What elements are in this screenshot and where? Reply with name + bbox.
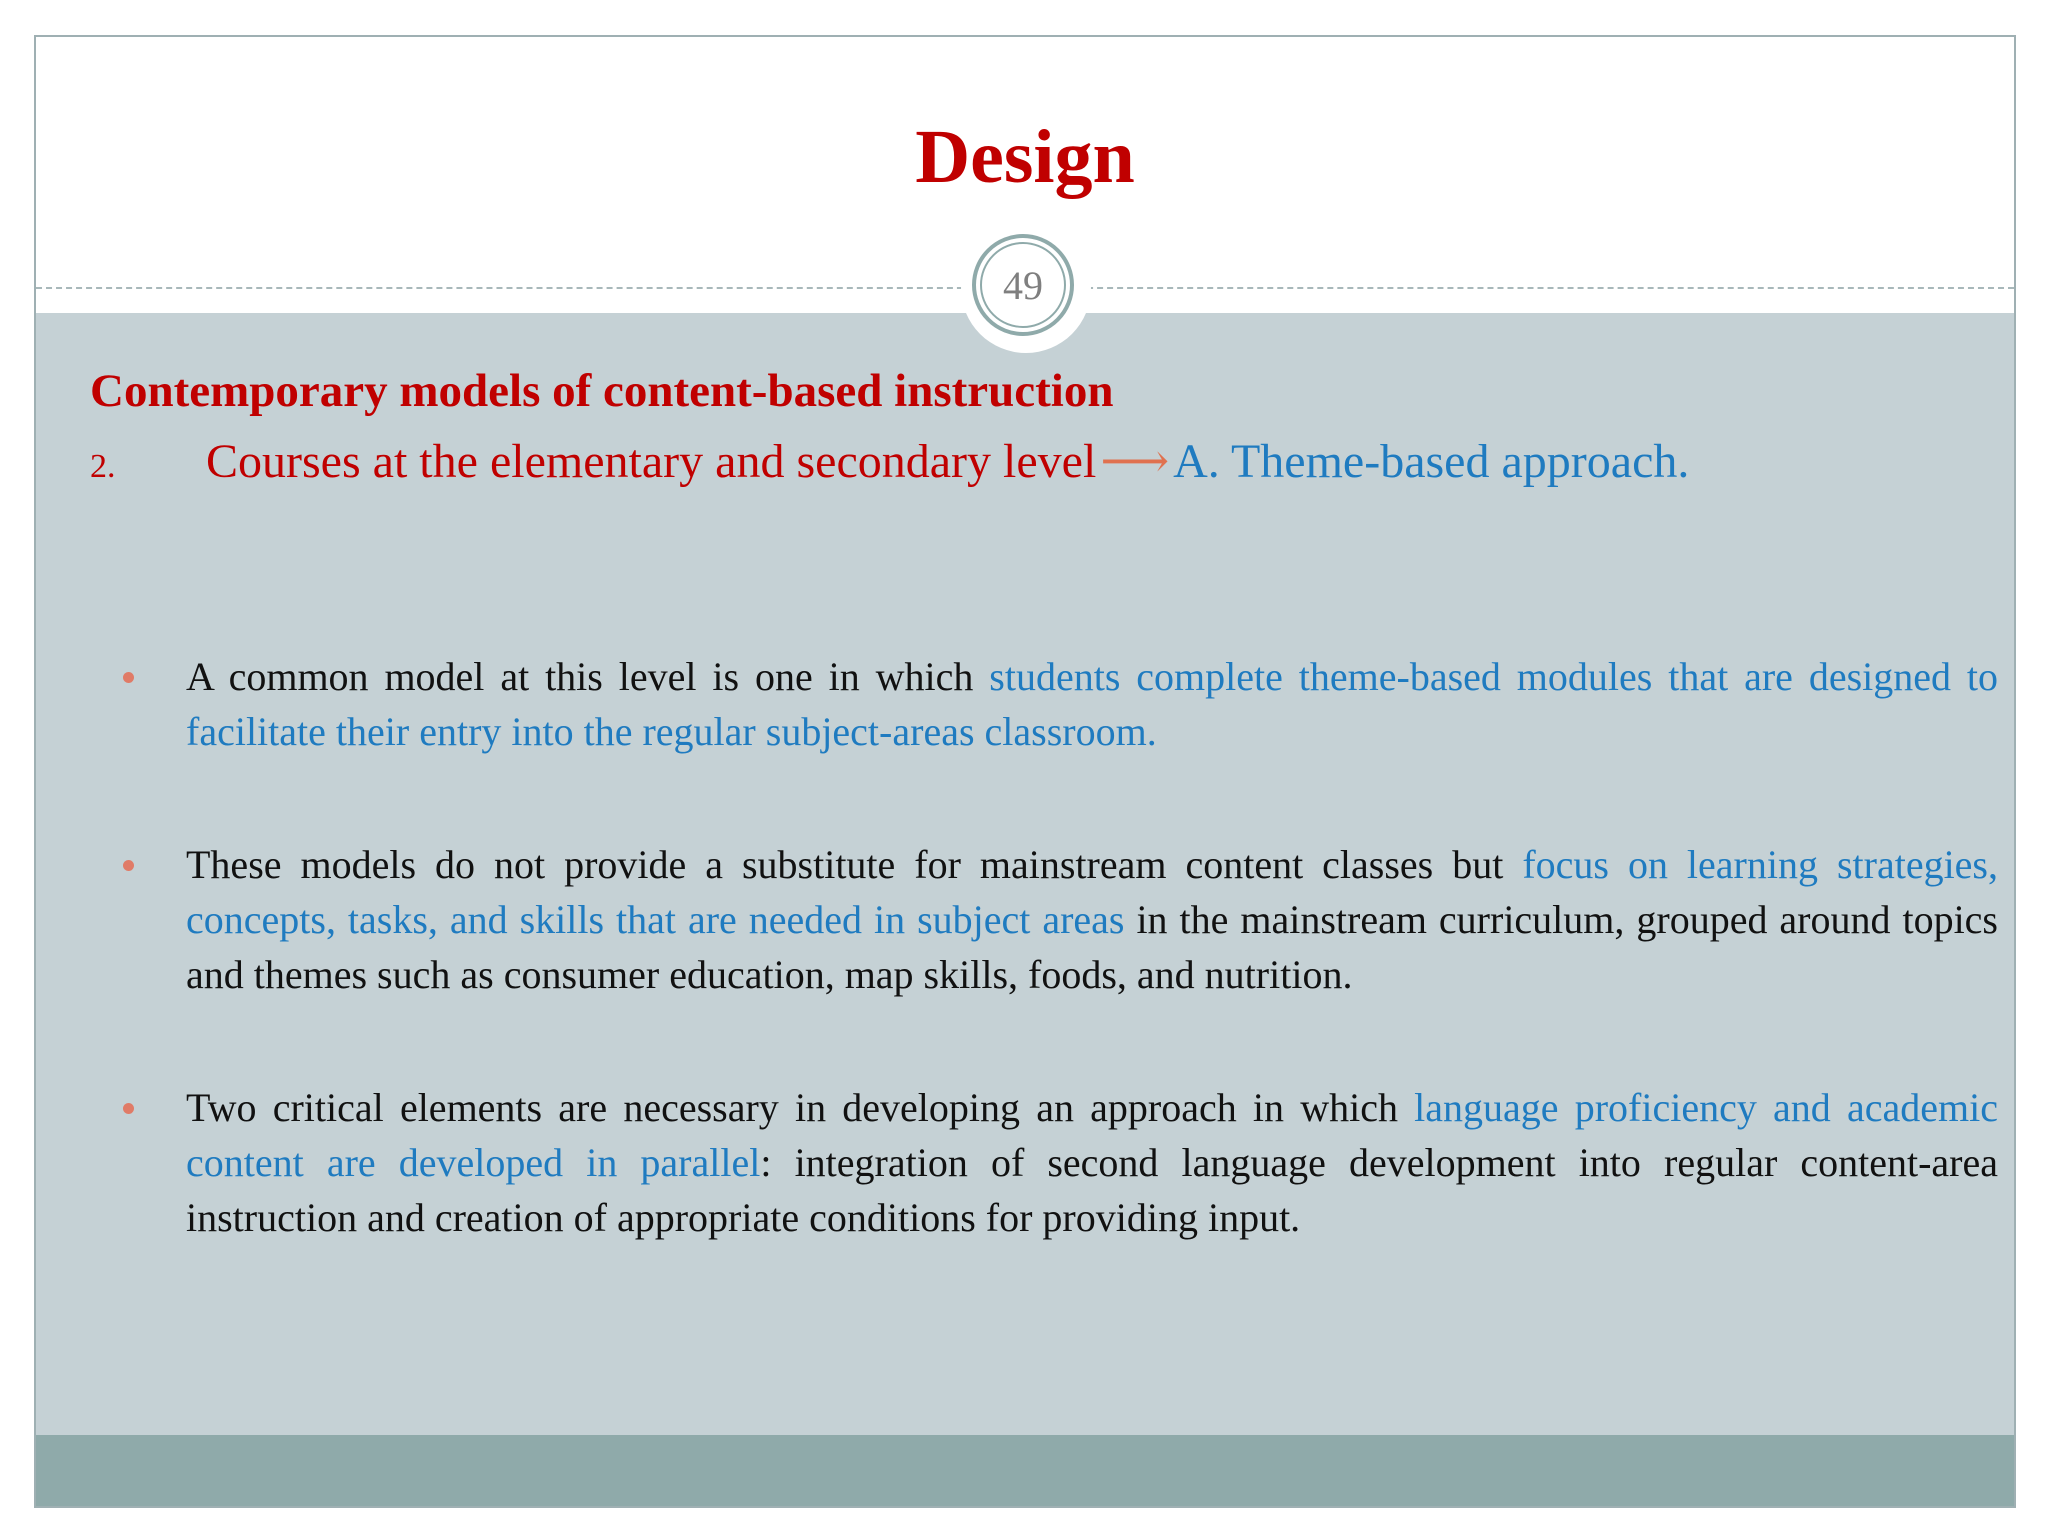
bullet-highlight: language proficiency and academic content are developed in parallel xyxy=(186,1085,1998,1185)
slide xyxy=(34,35,2016,1508)
bullet-dot-icon xyxy=(123,672,134,683)
bullet-text: Two critical elements are necessary in developing an approach in which xyxy=(186,1085,1415,1130)
bullet-list xyxy=(98,649,1998,1245)
bullet-dot-icon xyxy=(123,1103,134,1114)
bullet-dot-icon xyxy=(123,860,134,871)
bullet-text: A common model at this level is one in which xyxy=(186,654,990,699)
bullet-text-continued: : integration of second language development into regular content-area instruction and creation of appropriate conditions for providing input. xyxy=(186,1140,1998,1240)
item-target: A. Theme-based approach. xyxy=(1173,435,1690,488)
bullet-highlight: students complete theme-based modules that are designed to facilitate their entry into the regular subject-areas classroom. xyxy=(186,654,1999,754)
footer-band xyxy=(36,1435,2014,1508)
bullet-text-continued: in the mainstream curriculum, grouped around topics and themes such as consumer education, map skills, foods, and nutrition. xyxy=(186,897,1998,997)
arrow-icon: ⟶ xyxy=(1100,435,1170,488)
bullet-item xyxy=(98,649,1998,759)
bullet-highlight: focus on learning strategies, concepts, tasks, and skills that are needed in subject areas xyxy=(186,842,1999,942)
numbered-item xyxy=(90,433,1689,491)
slide-title: Design xyxy=(915,115,1135,199)
page-number-badge xyxy=(961,223,1091,353)
page-number-ring xyxy=(972,234,1074,336)
item-number: 2. xyxy=(90,448,116,485)
bullet-item xyxy=(98,837,1998,1002)
bullet-item xyxy=(98,1080,1998,1245)
item-label: Courses at the elementary and secondary level xyxy=(206,435,1097,488)
section-subheading: Contemporary models of content-based instruction xyxy=(90,365,1114,417)
bullet-text: These models do not provide a substitute for mainstream content classes but xyxy=(186,842,1523,887)
page-number: 49 xyxy=(980,242,1066,328)
